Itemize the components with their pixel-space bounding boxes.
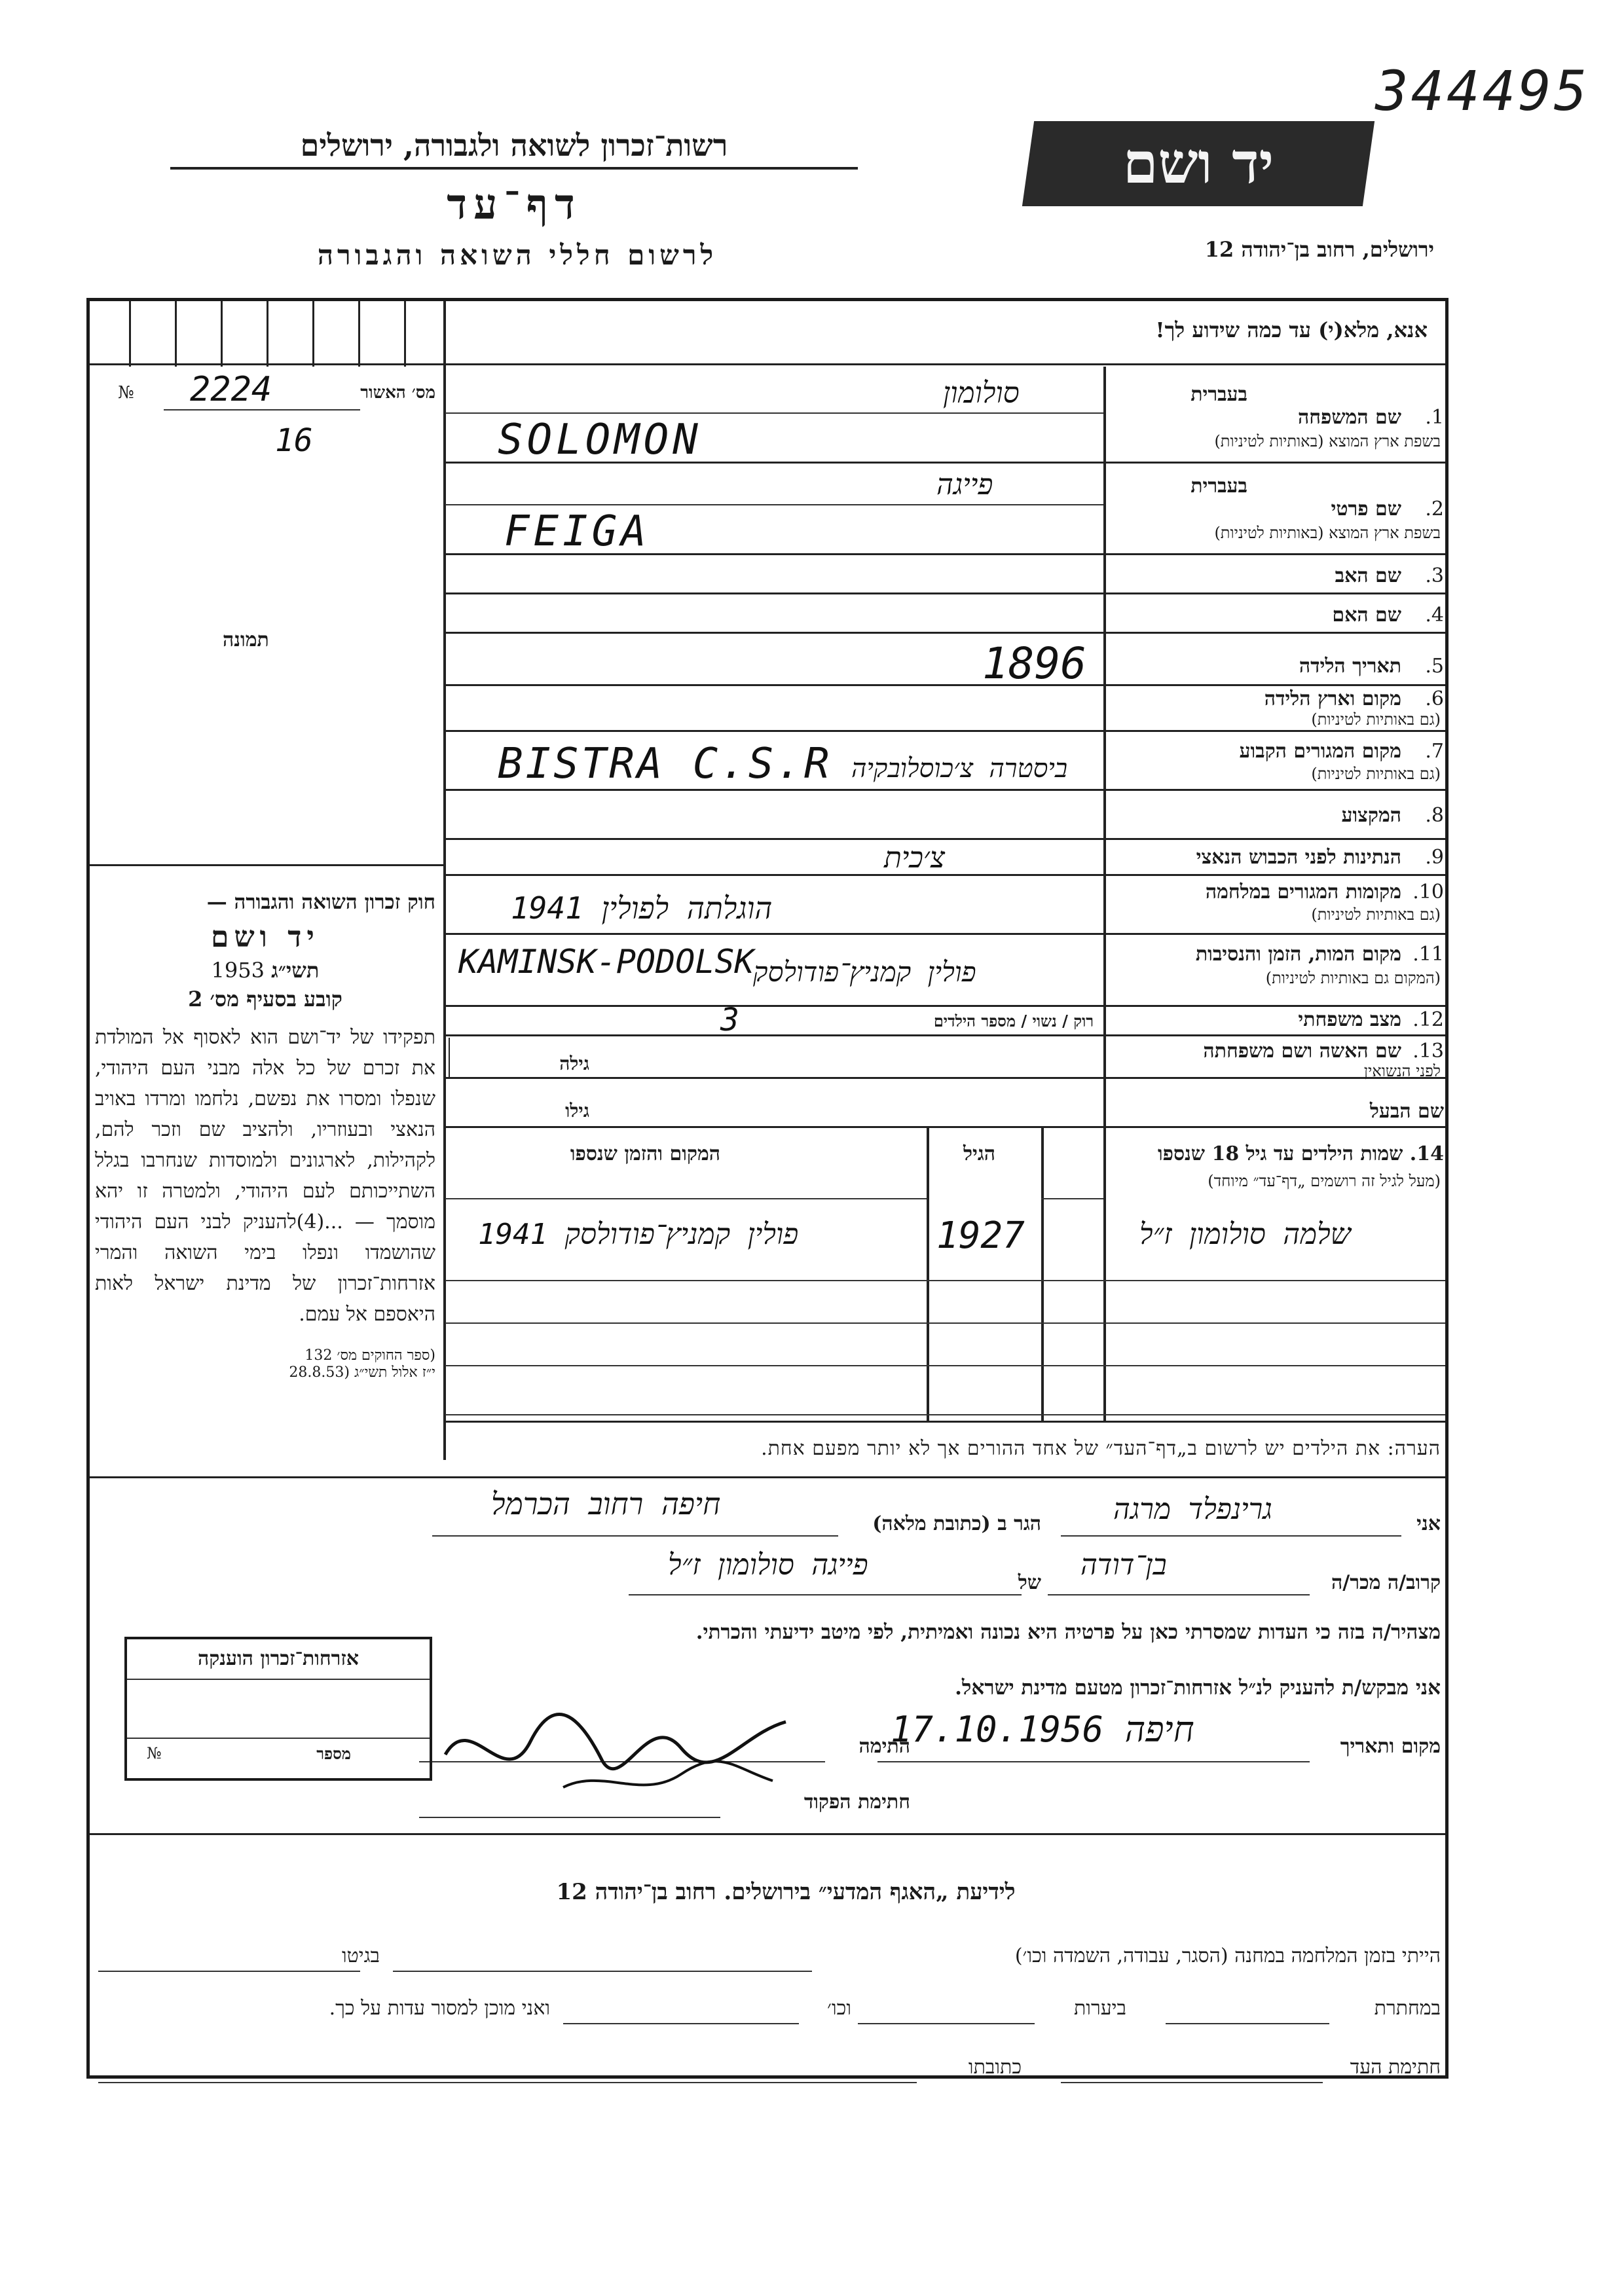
field-wife-num: 13. (1412, 1040, 1444, 1063)
citizenship-number-label: מספר (316, 1744, 351, 1763)
declarant-relation-value[interactable]: בן־דודה (1080, 1548, 1167, 1582)
field-war-residence-num: 10. (1412, 881, 1444, 903)
photo-label: תמונה (223, 629, 269, 651)
field-husband-label: שם הבעל (1369, 1100, 1444, 1123)
citizenship-no-prefix: № (147, 1744, 162, 1762)
field-first-name-sub: בשפת ארץ המוצא (באותיות לטיניות) (1214, 524, 1441, 542)
declarant-place-date-value[interactable]: חיפה 17.10.1956 (891, 1709, 1194, 1750)
declarant-request: אני מבקש/ת להעניק לנ״ל אזרחות־זכרון מטעם מדינת ישראל. (955, 1676, 1441, 1700)
footer-camp-label: הייתי בזמן המלחמה במחנה (הסגר, עבודה, השמדה וכו׳) (1014, 1944, 1441, 1967)
footer-witness-signature-label: חתימת העד (1350, 2056, 1441, 2079)
citizenship-box-title: אזרחות־זכרון הוענקה (197, 1647, 360, 1670)
field-surname-hebrew-tag: בעברית (1190, 383, 1247, 406)
label-column-divider (1103, 367, 1106, 1126)
field-mother-num: 4. (1425, 604, 1444, 627)
yad-vashem-logo (1022, 121, 1375, 206)
law-year-he: תשי״ג (271, 958, 320, 983)
footer-ghetto-label: בגיטו (341, 1944, 380, 1967)
field-surname-value-he[interactable]: סולומון (943, 376, 1020, 410)
field-profession-label: המקצוע (1341, 804, 1401, 827)
field-birth-date-value[interactable]: 1896 (982, 638, 1086, 689)
field-birth-date-num: 5. (1425, 655, 1444, 678)
field-death-place-num: 11. (1412, 943, 1444, 966)
field-death-place-sub: (המקום גם באותיות לטיניות) (1265, 969, 1441, 987)
children-col-age: הגיל (963, 1142, 995, 1165)
registration-no-prefix: № (118, 383, 134, 403)
registration-box (92, 370, 442, 462)
field-first-name-hebrew-tag: בעברית (1190, 475, 1247, 498)
form-title: דף־עד (447, 180, 581, 229)
declarant-signature-label: התימה (858, 1735, 910, 1758)
field-first-name-num: 2. (1425, 498, 1444, 520)
field-citizenship-value[interactable]: צ׳כית (884, 841, 946, 875)
field-war-residence-sub: (גם באותיות לטיניות) (1311, 905, 1441, 924)
law-box (95, 890, 435, 1480)
registration-label: מס׳ האשור (360, 383, 435, 403)
declarant-signature (432, 1696, 799, 1807)
declarant-address-value[interactable]: חיפה רחוב הכרמל (491, 1486, 721, 1522)
form-subtitle: לרשום חללי השואה והגבורה (317, 239, 718, 271)
field-surname-label: שם המשפחה (1297, 406, 1401, 429)
field-death-place-value-he[interactable]: פולין קמניץ־פודולסק (753, 956, 976, 988)
field-marital-num: 12. (1412, 1008, 1444, 1031)
registration-sub-number: 16 (275, 422, 313, 459)
field-marital-value[interactable]: 3 (720, 1002, 739, 1038)
top-tick-strip (90, 301, 443, 367)
field-death-place-value-latin[interactable]: KAMINSK-PODOLSK (458, 943, 754, 981)
declarant-place-date-label: מקום ותאריך (1340, 1735, 1441, 1758)
law-year: 1953 (211, 958, 265, 983)
declarant-of-value[interactable]: פייגה סולומון ז״ל (668, 1548, 868, 1582)
field-birth-date-label: תאריך הלידה (1299, 655, 1401, 678)
intro-text: אנא, מלא(י) עד כמה שידוע לך! (1155, 318, 1428, 342)
law-body: תפקידו של יד־ושם הוא לאסוף אל המולדת את זכרם של כל אלה מבני העם היהודי, שנפלו ומסרו את נפשם, נלחמו ומרדו באויב הנאצי ובעוזריו, ולהציב שם וזכר להם, לקהילות, לארגונים ולמוסדות שנחרבו בגלל השתייכותם לעם היהודי, ולמטרה זו יהא מוסמך — ...(4)להעניק לבני העם היהודי שהושמדו ונפלו בימי השואה והמרי אזרחות־זכרון של מדינת ישראל לאות היאספם אל עמם. (95, 1026, 436, 1326)
field-wife-age-label: גילה (559, 1053, 589, 1074)
law-clause: קובע בסעיף מס׳ 2 (188, 987, 342, 1011)
footer-forests-label: ביערות (1073, 1997, 1126, 2020)
footer-testimony-label: ואני מוכן למסור עדות על כך. (329, 1997, 550, 2020)
children-col-place: המקום והזמן שנספו (570, 1142, 720, 1165)
field-first-name-value-latin[interactable]: FEIGA (504, 507, 650, 556)
declarant-officer-label: חתימת הפקוד (803, 1791, 910, 1813)
field-surname-num: 1. (1425, 406, 1444, 429)
child-age[interactable]: 1927 (936, 1214, 1025, 1257)
law-ref-2: י״ז אלול תשי״ג (28.8.53 (289, 1364, 435, 1381)
field-wife-label: שם האשה ושם משפחתה (1203, 1040, 1401, 1063)
header-address: ירושלים, רחוב בן־יהודה 12 (1204, 237, 1434, 262)
footer-etc-label: וכו׳ (827, 1997, 851, 2020)
intro-divider (90, 363, 1445, 365)
field-surname-sub: בשפת ארץ המוצא (באותיות לטיניות) (1214, 432, 1441, 450)
field-husband-age-label: גילו (565, 1100, 589, 1121)
field-residence-sub: (גם באותיות לטיניות) (1311, 765, 1441, 783)
declarant-of-label: של (1018, 1571, 1041, 1594)
child-place[interactable]: פולין קמניץ־פודולסק 1941 (478, 1218, 799, 1251)
authority-line: רשות־זכרון לשואה ולגבורה, ירושלים (170, 128, 858, 170)
law-title: חוק זכרון השואה והגבורה — (206, 890, 435, 914)
logo-text: יד ושם (1122, 130, 1274, 196)
field-mother-label: שם האם (1332, 604, 1401, 627)
note-text: הערה: את הילדים יש לרשום ב„דף־העד״ של אחד ההורים אך לא יותר מפעם אחת. (761, 1437, 1441, 1460)
field-birth-place-num: 6. (1425, 687, 1444, 710)
law-ref-1: (ספר החוקים מס׳ 132 (304, 1347, 435, 1364)
footer-underground-label: במחתרת (1374, 1997, 1441, 2020)
field-marital-label: מצב משפחתי (1298, 1008, 1401, 1031)
declarant-declaration: מצהיר/ה בזה כי העדות שמסרתי כאן על פרטיה היא נכונה ואמיתית, לפי מיטב ידיעתי והכרתי. (695, 1620, 1441, 1644)
field-war-residence-label: מקומות המגורים במלחמה (1205, 881, 1401, 903)
field-residence-label: מקום המגורים הקבוע (1239, 740, 1401, 763)
footer-address-label: כתובתו (968, 2056, 1022, 2079)
children-sub: (מעל לגיל זה רושמים „דף־עד״ מיוחד) (1208, 1172, 1441, 1190)
field-wife-sub: לפני הנשואין (1363, 1062, 1441, 1080)
archive-number: 344495 (1375, 59, 1590, 123)
field-death-place-label: מקום המות, הזמן והנסיבות (1195, 943, 1401, 966)
field-citizenship-label: הנתינות לפני הכבוש הנאצי (1196, 846, 1401, 869)
registration-number: 2224 (190, 370, 272, 409)
left-column-divider (443, 301, 446, 1460)
citizenship-box (124, 1637, 432, 1781)
field-war-residence-value[interactable]: הוגלתה לפולין 1941 (511, 890, 773, 926)
field-surname-value-latin[interactable]: SOLOMON (498, 416, 702, 464)
declarant-residing-label: הגר ב (כתובת מלאה) (872, 1512, 1041, 1535)
field-birth-place-label: מקום וארץ הלידה (1264, 687, 1401, 710)
field-residence-num: 7. (1425, 740, 1444, 763)
field-first-name-label: שם פרטי (1331, 498, 1401, 520)
declarant-relation-label: קרוב/ה מכר/ה (1331, 1571, 1441, 1594)
field-father-label: שם האב (1335, 564, 1401, 587)
field-birth-place-sub: (גם באותיות לטיניות) (1311, 710, 1441, 729)
field-father-num: 3. (1425, 564, 1444, 587)
declarant-name-value[interactable]: גרינפלד מרגה (1113, 1493, 1272, 1526)
field-residence-value-latin[interactable]: BISTRA C.S.R (498, 740, 832, 788)
law-name: יד ושם (211, 920, 320, 954)
children-label: 14. שמות הילדים עד גיל 18 שנספו (1157, 1142, 1444, 1165)
field-profession-num: 8. (1425, 804, 1444, 827)
child-name[interactable]: שלמה סולומון ז״ל (1139, 1218, 1351, 1251)
field-residence-value-he[interactable]: ביסטרה צ׳כוסלובקיה (851, 754, 1068, 784)
declarant-ani: אני (1416, 1512, 1441, 1535)
footer-title: לידיעת „האגף המדעי״ בירושלים. רחוב בן־יהודה 12 (556, 1879, 1016, 1905)
field-citizenship-num: 9. (1425, 846, 1444, 869)
field-first-name-value-he[interactable]: פייגה (936, 468, 993, 501)
field-marital-options: רוק / נשוי / מספר הילדים (933, 1011, 1094, 1030)
